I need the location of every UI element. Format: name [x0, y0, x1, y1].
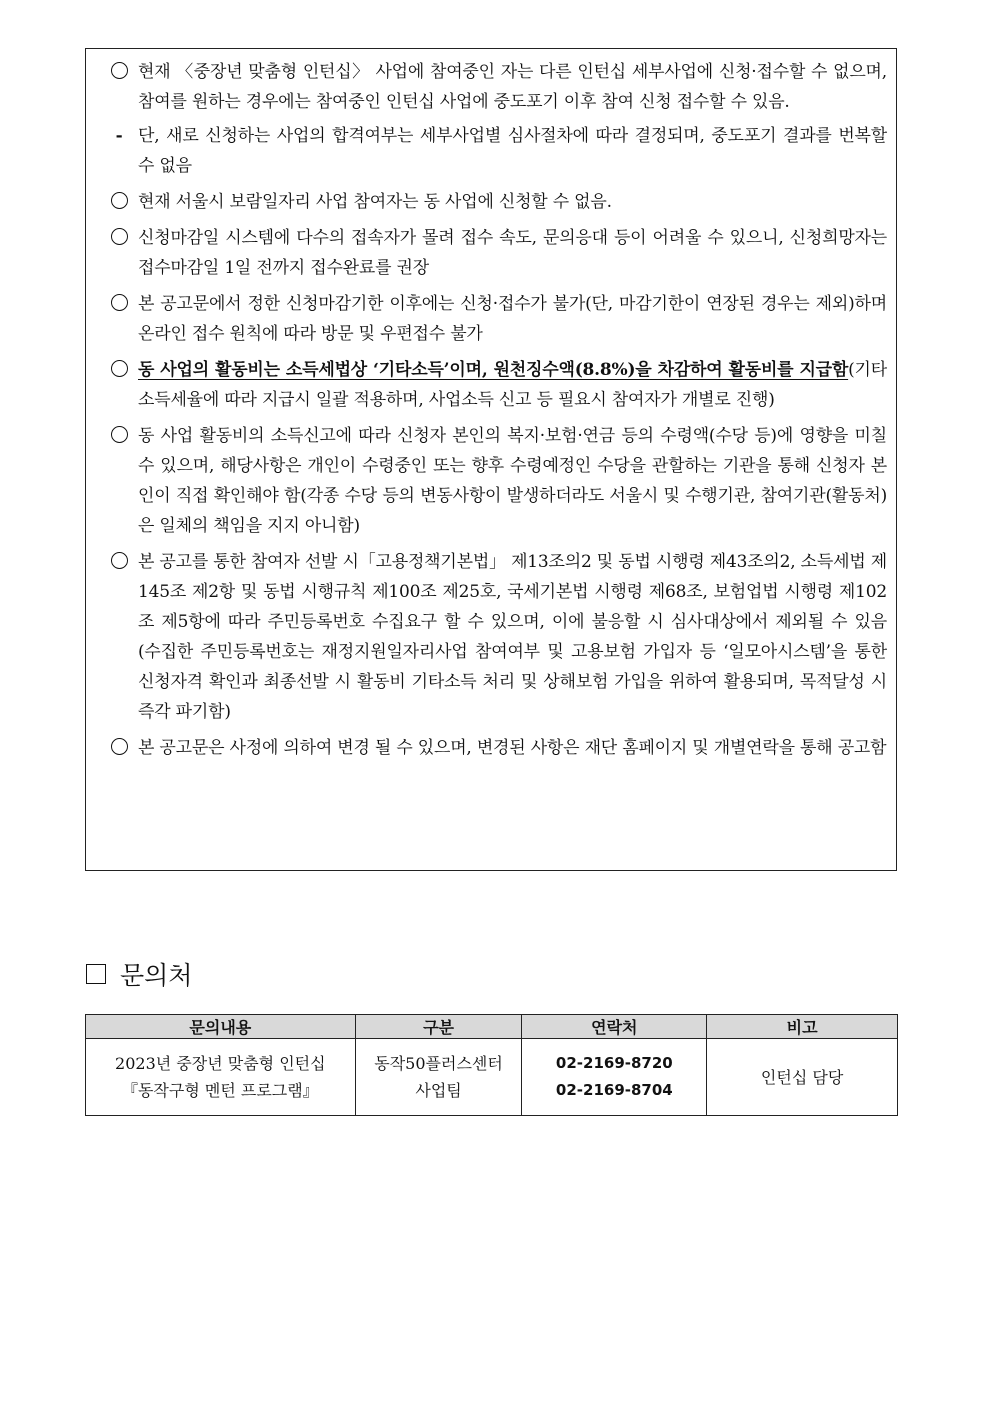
circle-bullet-icon — [111, 360, 128, 377]
section-title — [86, 956, 192, 992]
cell-contact — [522, 1039, 707, 1116]
notice-item — [104, 421, 887, 541]
notice-text: 현재 〈중장년 맞춤형 인턴십〉 사업에 참여중인 자는 다른 인턴십 세부사업에 신청·접수할 수 없으며, 참여를 원하는 경우에는 참여중인 인턴십 사업에 중도포기 이후 참여 신청 접수할 수 있음. — [138, 62, 887, 112]
notice-emphasis: 동 사업의 활동비는 소득세법상 ‘기타소득’이며, 원천징수액(8.8%)을 차감하여 활동비를 지급함 — [138, 360, 849, 380]
cell-division — [355, 1039, 522, 1116]
circle-bullet-icon — [111, 192, 128, 209]
notice-item — [104, 57, 887, 117]
phone-number: 02-2169-8704 — [555, 1081, 673, 1099]
circle-bullet-icon — [111, 426, 128, 443]
notice-item — [104, 547, 887, 727]
division-line: 사업팀 — [415, 1081, 462, 1100]
notice-text: 신청마감일 시스템에 다수의 접속자가 몰려 접수 속도, 문의응대 등이 어려울 수 있으니, 신청희망자는 접수마감일 1일 전까지 접수완료를 권장 — [138, 228, 887, 278]
inquiry-line: 2023년 중장년 맞춤형 인턴십 — [115, 1054, 326, 1073]
notice-text: 본 공고문에서 정한 신청마감기한 이후에는 신청·접수가 불가(단, 마감기한이 연장된 경우는 제외)하며 온라인 접수 원칙에 따라 방문 및 우편접수 불가 — [138, 294, 887, 344]
notice-text: 동 사업 활동비의 소득신고에 따라 신청자 본인의 복지·보험·연금 등의 수령액(수당 등)에 영향을 미칠 수 있으며, 해당사항은 개인이 수령중인 또는 향후 수령예정인 수당을 관할하는 기관을 통해 신청자 본인이 직접 확인해야 함(각종 수당 등의 변동사항이 발생하더라도 서울시 및 수행기관, 참여기관(활동처)은 일체의 책임을 지지 아니함) — [138, 426, 887, 536]
cell-note: 인턴십 담당 — [707, 1039, 898, 1116]
square-bullet-icon — [86, 964, 106, 984]
cell-inquiry — [86, 1039, 356, 1116]
notice-text: 단, 새로 신청하는 사업의 합격여부는 세부사업별 심사절차에 따라 결정되며, 중도포기 결과를 번복할 수 없음 — [138, 126, 887, 176]
circle-bullet-icon — [111, 552, 128, 569]
notice-item — [104, 289, 887, 349]
notice-text: 본 공고문은 사정에 의하여 변경 될 수 있으며, 변경된 사항은 재단 홈페이지 및 개별연락을 통해 공고함 — [138, 738, 887, 758]
header-inquiry: 문의내용 — [86, 1015, 356, 1039]
notice-text: 본 공고를 통한 참여자 선발 시「고용정책기본법」 제13조의2 및 동법 시행령 제43조의2, 소득세법 제145조 제2항 및 동법 시행규칙 제100조 제25호, 국세기본법 시행령 제68조, 보험업법 시행령 제102조 제5항에 따라 주민등록번호 수집요구 할 수 있으며, 이에 불응할 시 심사대상에서 제외될 수 있음 (수집한 주민등록번호는 재정지원일자리사업 참여여부 및 고용보험 가입자 등 ‘일모아시스템’을 통한 신청자격 확인과 최종선발 시 활동비 기타소득 처리 및 상해보험 가입을 위하여 활용되며, 목적달성 시 즉각 파기함) — [138, 552, 887, 722]
header-division: 구분 — [355, 1015, 522, 1039]
circle-bullet-icon — [111, 294, 128, 311]
circle-bullet-icon — [111, 738, 128, 755]
circle-bullet-icon — [111, 62, 128, 79]
notice-item — [104, 187, 887, 217]
table-row — [86, 1039, 898, 1116]
notice-item — [104, 355, 887, 415]
section-title-text: 문의처 — [120, 961, 193, 990]
contact-table — [85, 1014, 898, 1116]
header-note: 비고 — [707, 1015, 898, 1039]
notice-item — [104, 733, 887, 763]
dash-bullet-icon: - — [115, 126, 123, 146]
notice-text: 현재 서울시 보람일자리 사업 참여자는 동 사업에 신청할 수 없음. — [138, 192, 612, 212]
notice-text: (기타소득세율에 따라 지급시 일괄 적용하며, 사업소득 신고 등 필요시 참여자가 개별로 진행) — [138, 360, 887, 410]
notice-box — [85, 48, 897, 871]
circle-bullet-icon — [111, 228, 128, 245]
phone-number: 02-2169-8720 — [555, 1054, 673, 1072]
table-header-row — [86, 1015, 898, 1039]
division-line: 동작50플러스센터 — [374, 1054, 503, 1073]
inquiry-line: 『동작구형 멘턴 프로그램』 — [121, 1081, 319, 1100]
notice-item — [104, 121, 887, 181]
header-contact: 연락처 — [522, 1015, 707, 1039]
notice-item — [104, 223, 887, 283]
